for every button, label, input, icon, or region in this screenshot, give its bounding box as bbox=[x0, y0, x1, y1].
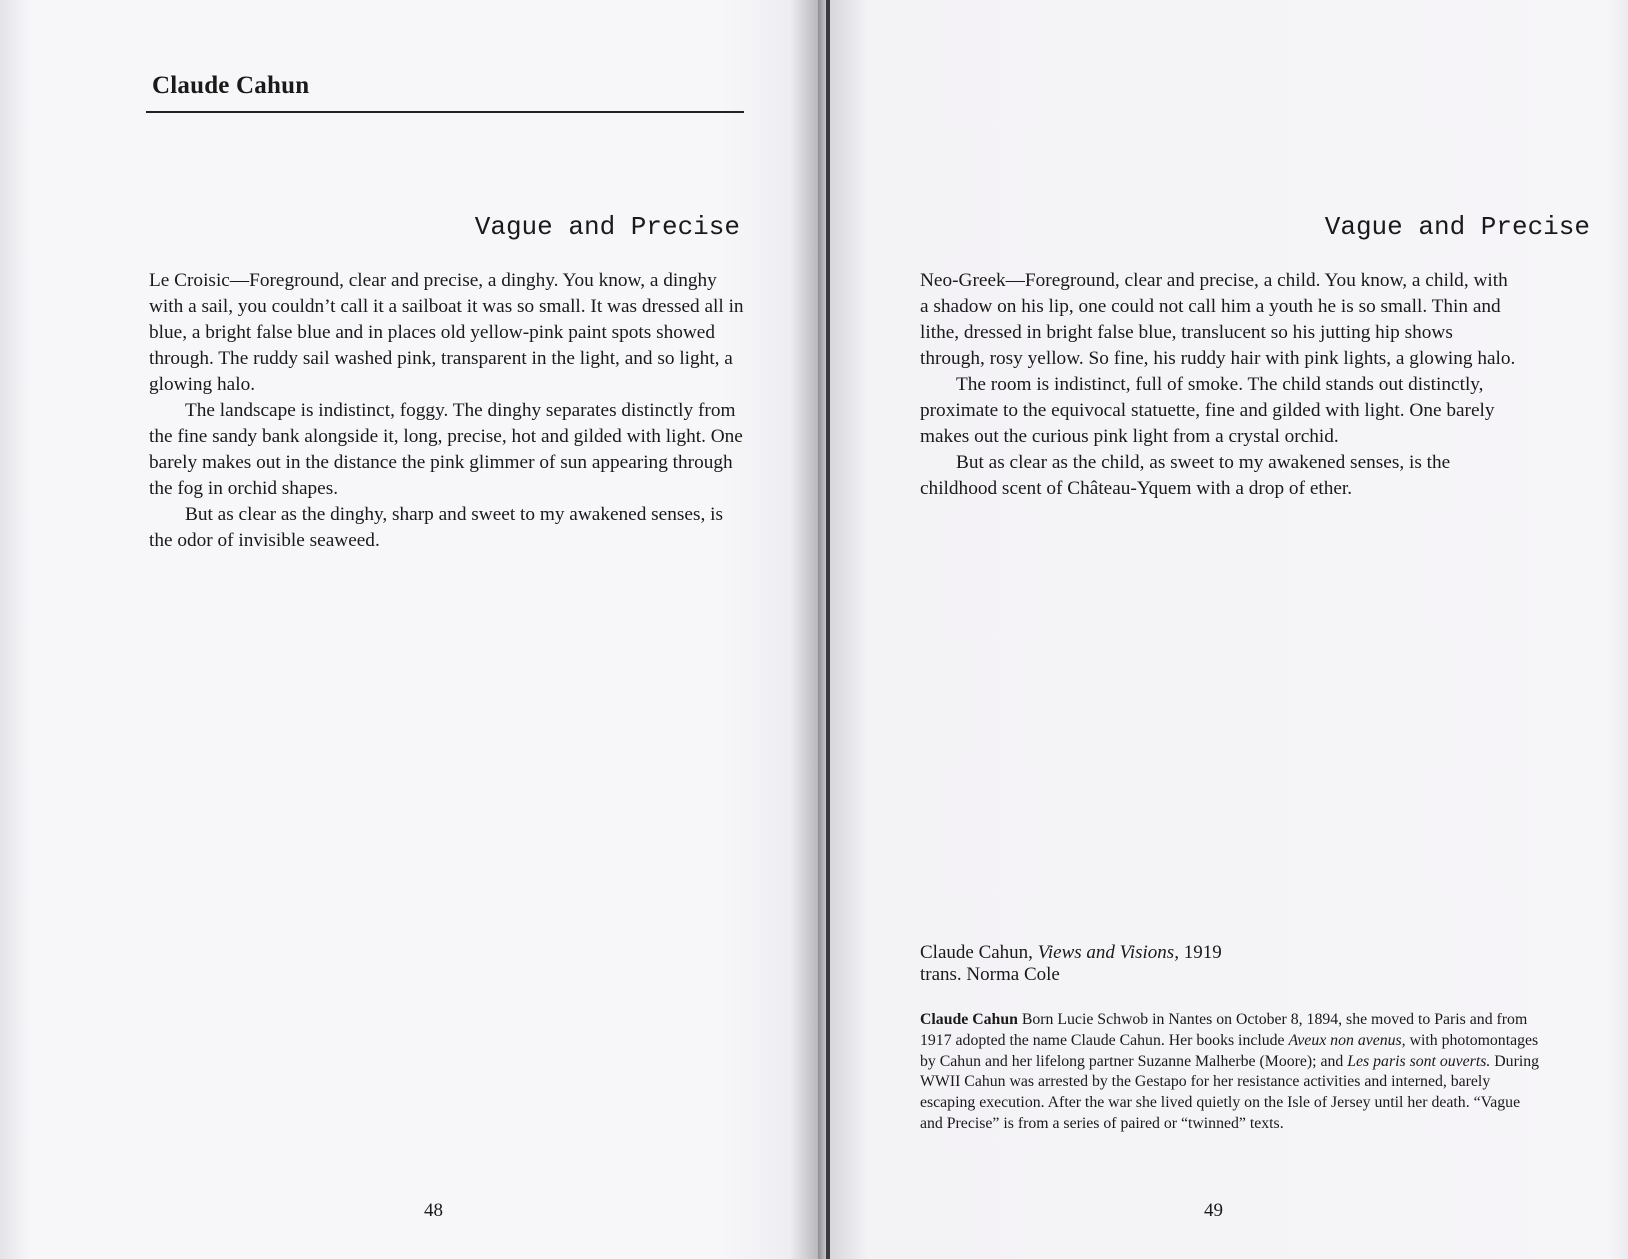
left-page-number: 48 bbox=[424, 1200, 443, 1221]
right-paragraph-1: Neo-Greek—Foreground, clear and precise, a child. You know, a child, with a shadow on his lip, one could not call him a youth he is so small. Thin and lithe, dressed in bright false blue, translucent so his jutting hip shows through, rosy yellow. So fine, his ruddy hair with pink lights, a glowing halo. bbox=[920, 270, 1516, 369]
credit-line bbox=[920, 942, 1222, 964]
author-bio bbox=[920, 1010, 1540, 1135]
left-paragraph-1: Le Croisic—Foreground, clear and precise, a dinghy. You know, a dinghy with a sail, you couldn’t call it a sailboat it was so small. It was dressed all in blue, a bright false blue and in places old yellow-pink paint spots showed through. The ruddy sail washed pink, transparent in the light, and so light, a glowing halo. bbox=[149, 270, 744, 395]
bio-book-title-1: Aveux non avenus, bbox=[1288, 1031, 1406, 1049]
source-credit bbox=[920, 942, 1222, 986]
left-paragraph-3: But as clear as the dinghy, sharp and sweet to my awakened senses, is the odor of invisible seaweed. bbox=[149, 504, 723, 551]
running-head: Claude Cahun bbox=[152, 72, 310, 99]
bio-book-title-2: Les paris sont ouverts. bbox=[1347, 1052, 1491, 1070]
right-body-text bbox=[920, 268, 1520, 502]
right-piece-title: Vague and Precise bbox=[1324, 212, 1590, 242]
credit-year: 1919 bbox=[1178, 942, 1222, 963]
bio-name: Claude Cahun bbox=[920, 1011, 1018, 1028]
bio-text-1: Born Lucie Schwob in Nantes on October 8, 1894, she moved to Paris and from 1917 adopted the name Claude Cahun. Her books include bbox=[920, 1011, 1528, 1049]
left-body-text bbox=[149, 268, 749, 554]
bio-text-3: During WWII Cahun was arrested by the Gestapo for her resistance activities and interned, barely escaping execution. After the war she lived quietly on the Isle of Jersey until her death. “Vague and Precise” is from a series of paired or “twinned” texts. bbox=[920, 1052, 1540, 1132]
credit-author: Claude Cahun, bbox=[920, 942, 1038, 963]
credit-translator: trans. Norma Cole bbox=[920, 964, 1060, 985]
book-spine-gutter bbox=[826, 0, 830, 1259]
right-page-number: 49 bbox=[1204, 1200, 1223, 1221]
credit-work-title: Views and Visions, bbox=[1037, 942, 1179, 963]
left-piece-title: Vague and Precise bbox=[474, 212, 740, 242]
right-paragraph-3: But as clear as the child, as sweet to my awakened senses, is the childhood scent of Château-Yquem with a drop of ether. bbox=[920, 452, 1451, 499]
bio-text-2: with photomontages by Cahun and her lifelong partner Suzanne Malherbe (Moore); and bbox=[920, 1031, 1539, 1070]
right-paragraph-2: The room is indistinct, full of smoke. The child stands out distinctly, proximate to the equivocal statuette, fine and gilded with light. One barely makes out the curious pink light from a crystal orchid. bbox=[920, 374, 1495, 447]
right-page bbox=[818, 0, 1628, 1259]
running-head-rule bbox=[146, 111, 744, 113]
left-paragraph-2: The landscape is indistinct, foggy. The dinghy separates distinctly from the fine sandy bank alongside it, long, precise, hot and gilded with light. One barely makes out in the distance the pink glimmer of sun appearing through the fog in orchid shapes. bbox=[149, 400, 743, 499]
